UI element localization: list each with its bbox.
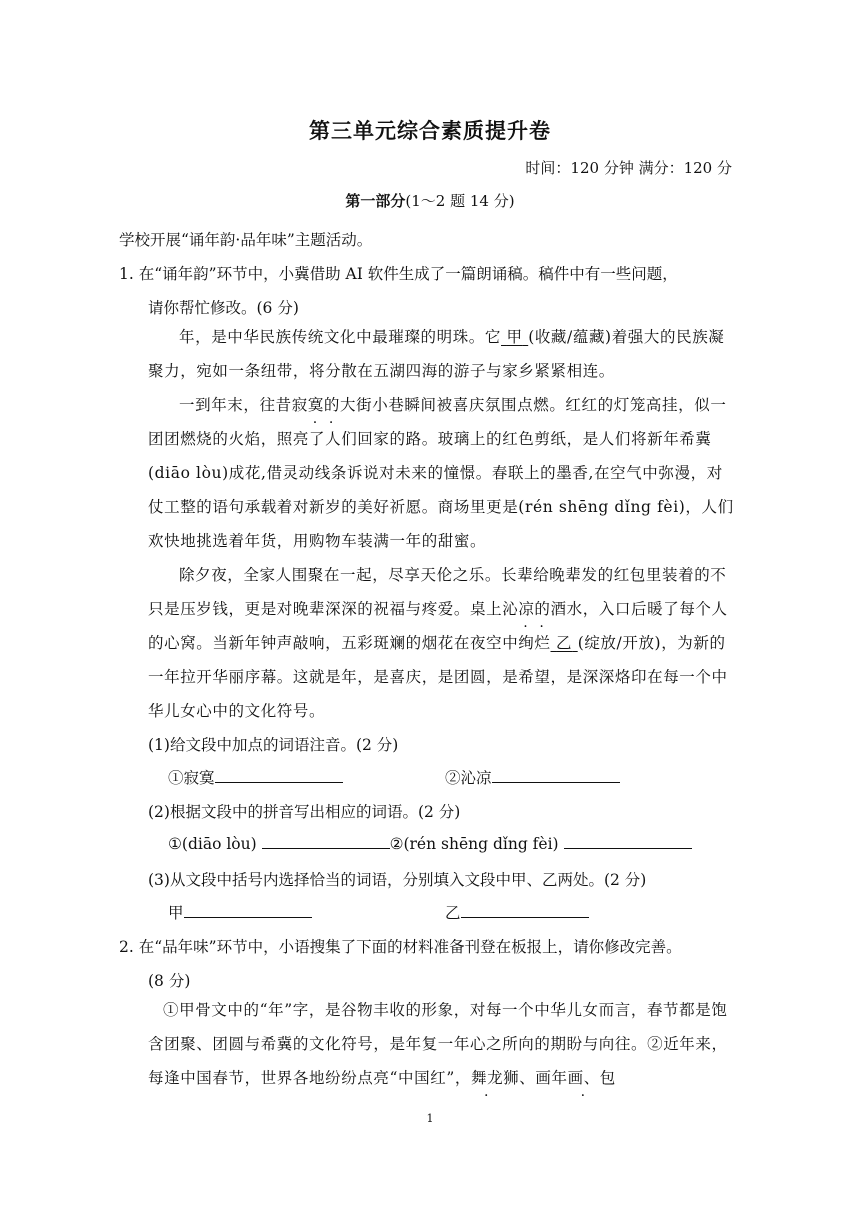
p2-text-a: 一到年末，往昔 [179, 396, 292, 414]
blank-yi-label: 乙 [556, 634, 573, 652]
p1-text-a: 年，是中华民族传统文化中最璀璨的明珠。它 [179, 328, 502, 346]
q1-sub1: (1)给文段中加点的词语注音。(2 分) [148, 736, 399, 754]
sub1-b-label: ②沁凉 [445, 769, 492, 787]
q1-sub3-answers-b [445, 901, 645, 923]
q2-text-b: 龙狮、画年 [487, 1069, 568, 1087]
p1-text-b: (收藏/蕴藏)着强大的民族凝聚力，宛如一条纽带，将分散在五湖四海的游子与家乡紧紧相连。 [148, 328, 725, 380]
answer-blank[interactable] [262, 834, 390, 849]
page-title: 第三单元综合素质提升卷 [309, 119, 551, 143]
p3-text-a: 除夕夜，全家人围聚在一起，尽享天伦之乐。长辈给晚辈发的红包里装着的不只是压岁钱，更是对晚辈深深的祝福与疼爱。桌上 [148, 566, 727, 618]
dotted-char-wu: 舞 [470, 1069, 488, 1087]
part-range: (1～2 题 14 分) [405, 192, 515, 210]
sub2-b-label: ②(rén shēng dǐng fèi) [389, 835, 559, 853]
q1-paragraph-2 [148, 388, 734, 558]
blank-jia-label: 甲 [506, 328, 523, 346]
time-info: 时间：120 分钟 满分：120 分 [525, 159, 732, 177]
q1-sub2: (2)根据文段中的拼音写出相应的词语。(2 分) [148, 803, 461, 821]
q2-number: 2. [119, 938, 134, 956]
dotted-char-mo: 寞 [307, 396, 324, 414]
part-heading [0, 190, 860, 211]
blank-jia [501, 328, 528, 346]
q1-sub1-answers-b [445, 766, 645, 788]
sub3-a-label: 甲 [168, 904, 184, 922]
dotted-char-qin: 沁 [502, 600, 519, 618]
p3-text-c: (绽放/开放)，为新的一年拉开华丽序幕。这就是年，是喜庆，是团圆，是希望，是深深烙印在每一个中华儿女心中的文化符号。 [148, 634, 728, 720]
page-number: 1 [426, 1112, 434, 1125]
answer-blank[interactable] [215, 768, 343, 783]
q2-text-a: ①甲骨文中的“年”字，是谷物丰收的形象，对每一个中华儿女而言，春节都是饱含团聚、团圆与希冀的文化符号，是年复一年心之所向的期盼与向往。②近年来，每逢中国春节，世界各地纷纷点亮“中国红”， [148, 1001, 728, 1087]
p2-text-b: 的大街小巷瞬间被喜庆氛围点燃。红红的灯笼高挂，似一团团燃烧的火焰，照亮了人们回家的路。玻璃上的红色剪纸，是人们将新年希冀(diāo lòu)成花,借灵动线条诉说对未来的憧憬。春联上的墨香,在空气中弥漫，对仗工整的语句承载着对新岁的美好祈愿。商场里更是(rén shēng dǐng fèi)，人们欢快地挑选着年货，用购物车装满一年的甜蜜。 [148, 396, 734, 550]
q1-line1 [119, 262, 739, 284]
q2-stem: 在“品年味”环节中，小语搜集了下面的材料准备刊登在板报上，请你修改完善。 [138, 938, 682, 956]
sub1-a-label: ①寂寞 [168, 769, 215, 787]
dotted-char-liang: 凉 [518, 600, 535, 618]
q2-material [148, 993, 734, 1095]
p3-text-b: 的酒水，入口后暖了每个人的心窝。当新年钟声敲响，五彩斑斓的烟花在夜空中绚烂 [148, 600, 728, 652]
answer-blank[interactable] [461, 903, 589, 918]
q1-number: 1. [119, 265, 134, 283]
q1-line2: 请你帮忙修改。(6 分) [148, 299, 299, 317]
dotted-char-hua: 画 [567, 1069, 584, 1087]
q1-paragraph-3 [148, 558, 734, 728]
intro-text: 学校开展“诵年韵·品年味”主题活动。 [119, 231, 373, 249]
q1-stem: 在“诵年韵”环节中，小冀借助 AI 软件生成了一篇朗诵稿。稿件中有一些问题， [138, 265, 678, 283]
q1-sub3: (3)从文段中括号内选择恰当的词语，分别填入文段中甲、乙两处。(2 分) [148, 871, 647, 889]
q1-paragraph-1 [148, 320, 734, 388]
blank-yi [551, 634, 578, 652]
q2-line2: (8 分) [148, 972, 191, 990]
sub3-b-label: 乙 [445, 904, 461, 922]
q2-line1 [119, 935, 739, 957]
answer-blank[interactable] [492, 768, 620, 783]
answer-blank[interactable] [184, 903, 312, 918]
sub2-a-label: ①(diāo lòu) [168, 835, 257, 853]
dotted-char-ji: 寂 [291, 396, 308, 414]
answer-blank[interactable] [564, 834, 692, 849]
q1-sub2-answers [168, 834, 788, 853]
q2-text-c: 、包 [583, 1069, 616, 1087]
part-title: 第一部分 [345, 192, 406, 210]
